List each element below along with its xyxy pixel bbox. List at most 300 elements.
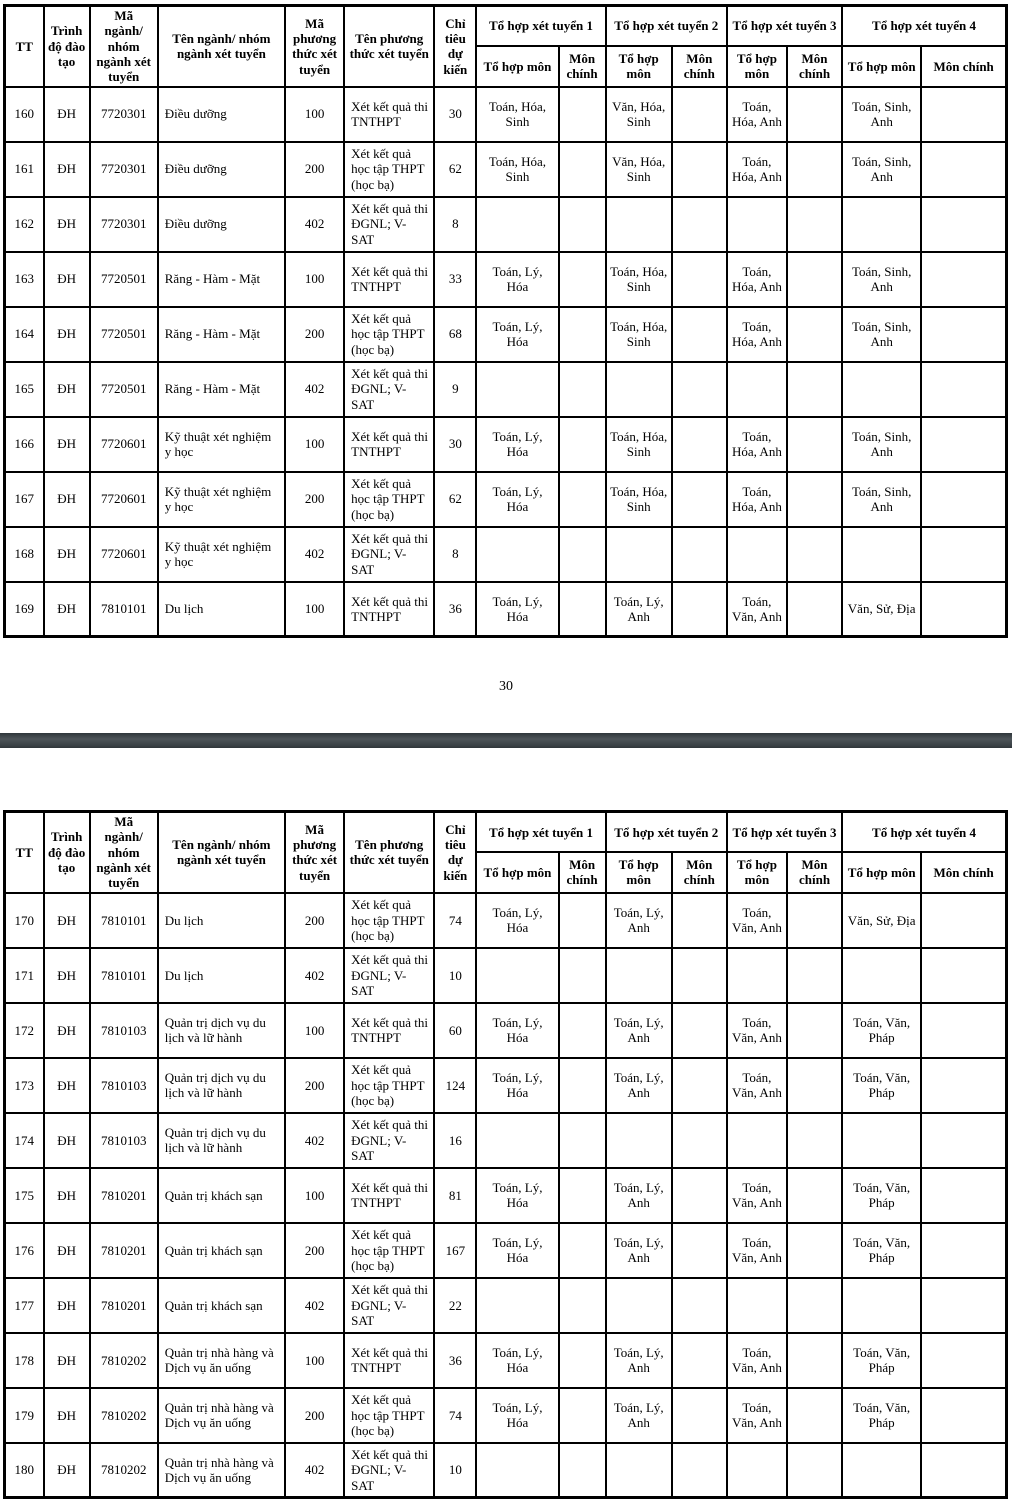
cell-tt: 167	[5, 472, 44, 527]
cell-quota: 33	[434, 252, 476, 307]
cell-method_code: 402	[285, 1113, 344, 1168]
cell-m2	[672, 142, 727, 197]
cell-level: ĐH	[44, 472, 90, 527]
cell-c3	[727, 527, 787, 582]
cell-m2	[672, 1278, 727, 1333]
cell-c4	[842, 948, 921, 1003]
cell-c1: Toán, Lý, Hóa	[476, 1003, 558, 1058]
cell-level: ĐH	[44, 893, 90, 948]
cell-c4: Toán, Văn, Pháp	[842, 1223, 921, 1278]
cell-tt: 165	[5, 362, 44, 417]
cell-c2	[606, 197, 672, 252]
header-group-4: Tổ hợp xét tuyển 4	[842, 812, 1006, 853]
cell-m1	[559, 948, 606, 1003]
cell-method_code: 200	[285, 1388, 344, 1443]
cell-m1	[559, 1168, 606, 1223]
cell-m2	[672, 252, 727, 307]
cell-c1	[476, 197, 558, 252]
cell-method_name: Xét kết quả thi ĐGNL; V-SAT	[344, 1443, 434, 1498]
header-main-4: Môn chính	[921, 46, 1006, 87]
cell-method_name: Xét kết quả học tập THPT (học bạ)	[344, 1058, 434, 1113]
cell-method_name: Xét kết quả thi TNTHPT	[344, 582, 434, 637]
cell-major_code: 7810201	[90, 1168, 158, 1223]
cell-c2: Văn, Hóa, Sinh	[606, 87, 672, 142]
cell-c3: Toán, Văn, Anh	[727, 1058, 787, 1113]
cell-m1	[559, 472, 606, 527]
cell-c3	[727, 1278, 787, 1333]
header-major-name: Tên ngành/ nhóm ngành xét tuyển	[158, 6, 285, 87]
cell-c1: Toán, Lý, Hóa	[476, 1223, 558, 1278]
cell-m3	[787, 1168, 842, 1223]
cell-m2	[672, 307, 727, 362]
cell-major_code: 7810201	[90, 1223, 158, 1278]
cell-method_code: 100	[285, 417, 344, 472]
cell-m2	[672, 1333, 727, 1388]
cell-m4	[921, 1003, 1006, 1058]
cell-method_code: 402	[285, 948, 344, 1003]
cell-m2	[672, 472, 727, 527]
admission-quota-table-page-30	[3, 4, 1008, 638]
cell-quota: 9	[434, 362, 476, 417]
cell-tt: 180	[5, 1443, 44, 1498]
cell-m2	[672, 1058, 727, 1113]
cell-m3	[787, 252, 842, 307]
cell-method_code: 402	[285, 362, 344, 417]
header-method-name: Tên phương thức xét tuyển	[344, 812, 434, 893]
header-main-3: Môn chính	[787, 852, 842, 893]
cell-quota: 36	[434, 1333, 476, 1388]
cell-method_code: 402	[285, 1278, 344, 1333]
cell-c2: Toán, Lý, Anh	[606, 893, 672, 948]
cell-m4	[921, 1443, 1006, 1498]
cell-c2	[606, 527, 672, 582]
cell-c1: Toán, Hóa, Sinh	[476, 142, 558, 197]
cell-method_name: Xét kết quả học tập THPT (học bạ)	[344, 472, 434, 527]
cell-c4: Toán, Văn, Pháp	[842, 1003, 921, 1058]
header-level: Trình độ đào tạo	[44, 6, 90, 87]
cell-c3	[727, 948, 787, 1003]
admission-quota-table-page-31	[3, 810, 1008, 1499]
cell-c2	[606, 1443, 672, 1498]
cell-method_code: 100	[285, 1168, 344, 1223]
cell-m4	[921, 197, 1006, 252]
cell-level: ĐH	[44, 1168, 90, 1223]
header-tt: TT	[5, 6, 44, 87]
cell-major_name: Quản trị khách sạn	[158, 1168, 285, 1223]
cell-quota: 10	[434, 1443, 476, 1498]
table-row	[5, 417, 1007, 472]
cell-c4: Toán, Sinh, Anh	[842, 307, 921, 362]
cell-method_code: 100	[285, 1003, 344, 1058]
cell-c2	[606, 1278, 672, 1333]
cell-method_code: 402	[285, 1443, 344, 1498]
cell-major_name: Răng - Hàm - Mặt	[158, 307, 285, 362]
cell-quota: 16	[434, 1113, 476, 1168]
cell-c4: Toán, Văn, Pháp	[842, 1388, 921, 1443]
cell-method_code: 100	[285, 87, 344, 142]
cell-m1	[559, 1443, 606, 1498]
header-combo-2: Tổ hợp môn	[606, 852, 672, 893]
cell-m3	[787, 417, 842, 472]
table-row	[5, 142, 1007, 197]
cell-major_code: 7810103	[90, 1058, 158, 1113]
cell-major_name: Kỹ thuật xét nghiệm y học	[158, 417, 285, 472]
cell-m1	[559, 1278, 606, 1333]
cell-tt: 179	[5, 1388, 44, 1443]
cell-method_code: 200	[285, 307, 344, 362]
cell-level: ĐH	[44, 1443, 90, 1498]
cell-m4	[921, 307, 1006, 362]
cell-m3	[787, 1443, 842, 1498]
cell-major_name: Quản trị dịch vụ du lịch và lữ hành	[158, 1058, 285, 1113]
header-combo-2: Tổ hợp môn	[606, 46, 672, 87]
cell-method_name: Xét kết quả thi ĐGNL; V-SAT	[344, 527, 434, 582]
cell-major_code: 7720301	[90, 197, 158, 252]
cell-tt: 166	[5, 417, 44, 472]
cell-major_code: 7810202	[90, 1333, 158, 1388]
cell-quota: 60	[434, 1003, 476, 1058]
cell-major_name: Điều dưỡng	[158, 87, 285, 142]
cell-m2	[672, 1223, 727, 1278]
cell-c4: Toán, Văn, Pháp	[842, 1168, 921, 1223]
cell-c2: Toán, Lý, Anh	[606, 1058, 672, 1113]
header-main-4: Môn chính	[921, 852, 1006, 893]
cell-method_code: 200	[285, 142, 344, 197]
cell-m2	[672, 1168, 727, 1223]
cell-c2: Toán, Lý, Anh	[606, 1223, 672, 1278]
cell-c2	[606, 1113, 672, 1168]
header-main-3: Môn chính	[787, 46, 842, 87]
cell-major_name: Du lịch	[158, 582, 285, 637]
cell-tt: 177	[5, 1278, 44, 1333]
cell-m1	[559, 142, 606, 197]
table-row	[5, 948, 1007, 1003]
cell-major_name: Quản trị dịch vụ du lịch và lữ hành	[158, 1113, 285, 1168]
cell-c3: Toán, Hóa, Anh	[727, 417, 787, 472]
cell-m2	[672, 527, 727, 582]
cell-m2	[672, 582, 727, 637]
cell-c3: Toán, Hóa, Anh	[727, 307, 787, 362]
cell-c4: Toán, Văn, Pháp	[842, 1333, 921, 1388]
cell-m1	[559, 893, 606, 948]
cell-m1	[559, 1113, 606, 1168]
cell-tt: 174	[5, 1113, 44, 1168]
cell-m4	[921, 1058, 1006, 1113]
cell-c1	[476, 1278, 558, 1333]
cell-level: ĐH	[44, 142, 90, 197]
cell-m2	[672, 948, 727, 1003]
cell-major_code: 7810202	[90, 1388, 158, 1443]
table-row	[5, 307, 1007, 362]
cell-level: ĐH	[44, 1058, 90, 1113]
cell-m2	[672, 893, 727, 948]
cell-method_code: 200	[285, 1223, 344, 1278]
header-main-1: Môn chính	[559, 852, 606, 893]
cell-quota: 62	[434, 472, 476, 527]
cell-major_code: 7720301	[90, 87, 158, 142]
cell-method_name: Xét kết quả thi TNTHPT	[344, 1168, 434, 1223]
cell-major_name: Răng - Hàm - Mặt	[158, 362, 285, 417]
cell-c2: Toán, Lý, Anh	[606, 1003, 672, 1058]
cell-c2: Toán, Hóa, Sinh	[606, 417, 672, 472]
header-level: Trình độ đào tạo	[44, 812, 90, 893]
cell-major_code: 7720501	[90, 307, 158, 362]
cell-m4	[921, 417, 1006, 472]
cell-major_code: 7720601	[90, 472, 158, 527]
cell-c1: Toán, Lý, Hóa	[476, 582, 558, 637]
cell-m3	[787, 1278, 842, 1333]
cell-c3	[727, 362, 787, 417]
cell-m4	[921, 362, 1006, 417]
cell-major_name: Kỹ thuật xét nghiệm y học	[158, 527, 285, 582]
cell-major_code: 7810101	[90, 582, 158, 637]
cell-quota: 22	[434, 1278, 476, 1333]
cell-c1	[476, 527, 558, 582]
header-group-1: Tổ hợp xét tuyển 1	[476, 812, 605, 853]
table-row	[5, 87, 1007, 142]
cell-method_name: Xét kết quả học tập THPT (học bạ)	[344, 893, 434, 948]
header-main-1: Môn chính	[559, 46, 606, 87]
cell-major_name: Du lịch	[158, 893, 285, 948]
cell-m3	[787, 307, 842, 362]
cell-c1	[476, 362, 558, 417]
cell-c2: Toán, Lý, Anh	[606, 1388, 672, 1443]
cell-c1: Toán, Lý, Hóa	[476, 252, 558, 307]
cell-major_name: Điều dưỡng	[158, 142, 285, 197]
cell-quota: 36	[434, 582, 476, 637]
cell-c4	[842, 527, 921, 582]
cell-quota: 8	[434, 197, 476, 252]
cell-m1	[559, 197, 606, 252]
cell-c2: Toán, Hóa, Sinh	[606, 307, 672, 362]
cell-c1	[476, 1113, 558, 1168]
cell-level: ĐH	[44, 252, 90, 307]
header-group-2: Tổ hợp xét tuyển 2	[606, 6, 727, 47]
cell-c1: Toán, Lý, Hóa	[476, 472, 558, 527]
cell-method_code: 402	[285, 197, 344, 252]
cell-major_name: Quản trị dịch vụ du lịch và lữ hành	[158, 1003, 285, 1058]
table-row	[5, 1443, 1007, 1498]
cell-m3	[787, 142, 842, 197]
header-combo-1: Tổ hợp môn	[476, 46, 558, 87]
header-method-code: Mã phương thức xét tuyển	[285, 812, 344, 893]
header-combo-4: Tổ hợp môn	[842, 46, 921, 87]
cell-tt: 163	[5, 252, 44, 307]
cell-c4: Toán, Sinh, Anh	[842, 142, 921, 197]
table-row	[5, 1168, 1007, 1223]
cell-c4	[842, 1113, 921, 1168]
cell-m3	[787, 893, 842, 948]
cell-tt: 164	[5, 307, 44, 362]
cell-m4	[921, 893, 1006, 948]
cell-tt: 178	[5, 1333, 44, 1388]
cell-c2	[606, 948, 672, 1003]
cell-major_name: Du lịch	[158, 948, 285, 1003]
cell-major_name: Răng - Hàm - Mặt	[158, 252, 285, 307]
cell-m4	[921, 1168, 1006, 1223]
cell-c4: Văn, Sử, Địa	[842, 893, 921, 948]
cell-m1	[559, 307, 606, 362]
cell-quota: 10	[434, 948, 476, 1003]
cell-m2	[672, 417, 727, 472]
header-quota: Chỉ tiêu dự kiến	[434, 812, 476, 893]
cell-major_code: 7810101	[90, 948, 158, 1003]
cell-m3	[787, 948, 842, 1003]
cell-m3	[787, 1058, 842, 1113]
cell-major_name: Quản trị nhà hàng và Dịch vụ ăn uống	[158, 1333, 285, 1388]
cell-m3	[787, 527, 842, 582]
table-row	[5, 197, 1007, 252]
cell-quota: 62	[434, 142, 476, 197]
table-row	[5, 582, 1007, 637]
cell-m3	[787, 87, 842, 142]
cell-quota: 74	[434, 1388, 476, 1443]
table-header	[5, 812, 1007, 893]
cell-m4	[921, 87, 1006, 142]
cell-m3	[787, 1388, 842, 1443]
cell-quota: 8	[434, 527, 476, 582]
cell-tt: 168	[5, 527, 44, 582]
cell-m3	[787, 197, 842, 252]
header-combo-3: Tổ hợp môn	[727, 46, 787, 87]
cell-tt: 176	[5, 1223, 44, 1278]
cell-tt: 171	[5, 948, 44, 1003]
cell-level: ĐH	[44, 1003, 90, 1058]
cell-c1: Toán, Lý, Hóa	[476, 893, 558, 948]
cell-c3: Toán, Văn, Anh	[727, 1333, 787, 1388]
table-header	[5, 6, 1007, 87]
cell-c3: Toán, Văn, Anh	[727, 1388, 787, 1443]
cell-c3: Toán, Hóa, Anh	[727, 142, 787, 197]
cell-quota: 30	[434, 87, 476, 142]
cell-c1: Toán, Lý, Hóa	[476, 1168, 558, 1223]
cell-method_name: Xét kết quả thi ĐGNL; V-SAT	[344, 1278, 434, 1333]
cell-m1	[559, 527, 606, 582]
header-main-2: Môn chính	[672, 46, 727, 87]
table-row	[5, 1388, 1007, 1443]
cell-method_code: 100	[285, 252, 344, 307]
cell-method_code: 402	[285, 527, 344, 582]
cell-method_code: 100	[285, 582, 344, 637]
cell-major_code: 7810201	[90, 1278, 158, 1333]
cell-c3: Toán, Văn, Anh	[727, 582, 787, 637]
cell-method_name: Xét kết quả thi ĐGNL; V-SAT	[344, 362, 434, 417]
cell-m3	[787, 1003, 842, 1058]
cell-c4: Toán, Sinh, Anh	[842, 472, 921, 527]
cell-m1	[559, 1333, 606, 1388]
cell-c3: Toán, Văn, Anh	[727, 1168, 787, 1223]
header-method-name: Tên phương thức xét tuyển	[344, 6, 434, 87]
cell-c3: Toán, Hóa, Anh	[727, 472, 787, 527]
cell-level: ĐH	[44, 1113, 90, 1168]
cell-m1	[559, 1003, 606, 1058]
cell-m4	[921, 1278, 1006, 1333]
cell-tt: 161	[5, 142, 44, 197]
cell-method_name: Xét kết quả thi TNTHPT	[344, 1003, 434, 1058]
table-row	[5, 1003, 1007, 1058]
cell-m2	[672, 1003, 727, 1058]
cell-method_name: Xét kết quả thi TNTHPT	[344, 1333, 434, 1388]
cell-major_code: 7720601	[90, 417, 158, 472]
cell-c3: Toán, Văn, Anh	[727, 1003, 787, 1058]
table-row	[5, 472, 1007, 527]
cell-tt: 170	[5, 893, 44, 948]
cell-c1: Toán, Lý, Hóa	[476, 1388, 558, 1443]
table-row	[5, 1333, 1007, 1388]
cell-c3: Toán, Hóa, Anh	[727, 87, 787, 142]
cell-m4	[921, 1113, 1006, 1168]
cell-c3	[727, 1113, 787, 1168]
cell-tt: 172	[5, 1003, 44, 1058]
cell-level: ĐH	[44, 1388, 90, 1443]
cell-c2: Toán, Lý, Anh	[606, 582, 672, 637]
cell-method_name: Xét kết quả học tập THPT (học bạ)	[344, 142, 434, 197]
cell-c3: Toán, Văn, Anh	[727, 893, 787, 948]
cell-method_name: Xét kết quả thi TNTHPT	[344, 87, 434, 142]
table-row	[5, 1223, 1007, 1278]
cell-major_code: 7810101	[90, 893, 158, 948]
cell-m2	[672, 1113, 727, 1168]
header-group-3: Tổ hợp xét tuyển 3	[727, 812, 842, 853]
cell-m4	[921, 527, 1006, 582]
cell-method_name: Xét kết quả học tập THPT (học bạ)	[344, 307, 434, 362]
cell-method_name: Xét kết quả thi TNTHPT	[344, 417, 434, 472]
cell-level: ĐH	[44, 87, 90, 142]
cell-c4: Toán, Sinh, Anh	[842, 87, 921, 142]
cell-level: ĐH	[44, 1278, 90, 1333]
cell-major_code: 7810202	[90, 1443, 158, 1498]
cell-m3	[787, 1333, 842, 1388]
header-major-name: Tên ngành/ nhóm ngành xét tuyển	[158, 812, 285, 893]
cell-level: ĐH	[44, 1223, 90, 1278]
cell-c2: Toán, Lý, Anh	[606, 1168, 672, 1223]
cell-m4	[921, 142, 1006, 197]
cell-method_name: Xét kết quả học tập THPT (học bạ)	[344, 1223, 434, 1278]
cell-c1: Toán, Lý, Hóa	[476, 1333, 558, 1388]
header-group-1: Tổ hợp xét tuyển 1	[476, 6, 605, 47]
header-combo-4: Tổ hợp môn	[842, 852, 921, 893]
cell-method_code: 200	[285, 1058, 344, 1113]
cell-m2	[672, 1388, 727, 1443]
cell-level: ĐH	[44, 197, 90, 252]
header-combo-1: Tổ hợp môn	[476, 852, 558, 893]
cell-quota: 68	[434, 307, 476, 362]
header-major-code: Mã ngành/ nhóm ngành xét tuyển	[90, 812, 158, 893]
cell-level: ĐH	[44, 417, 90, 472]
cell-major_name: Quản trị nhà hàng và Dịch vụ ăn uống	[158, 1443, 285, 1498]
cell-method_name: Xét kết quả thi ĐGNL; V-SAT	[344, 1113, 434, 1168]
table-row	[5, 1113, 1007, 1168]
cell-m4	[921, 1223, 1006, 1278]
table-row	[5, 362, 1007, 417]
cell-level: ĐH	[44, 362, 90, 417]
cell-c4	[842, 362, 921, 417]
cell-m4	[921, 252, 1006, 307]
cell-tt: 175	[5, 1168, 44, 1223]
cell-major_name: Kỹ thuật xét nghiệm y học	[158, 472, 285, 527]
cell-level: ĐH	[44, 307, 90, 362]
header-combo-3: Tổ hợp môn	[727, 852, 787, 893]
cell-c3	[727, 1443, 787, 1498]
cell-c2	[606, 362, 672, 417]
cell-m2	[672, 362, 727, 417]
cell-c1: Toán, Lý, Hóa	[476, 307, 558, 362]
header-quota: Chỉ tiêu dự kiến	[434, 6, 476, 87]
cell-method_name: Xét kết quả thi ĐGNL; V-SAT	[344, 948, 434, 1003]
header-major-code: Mã ngành/ nhóm ngành xét tuyển	[90, 6, 158, 87]
cell-c1: Toán, Lý, Hóa	[476, 417, 558, 472]
cell-level: ĐH	[44, 1333, 90, 1388]
